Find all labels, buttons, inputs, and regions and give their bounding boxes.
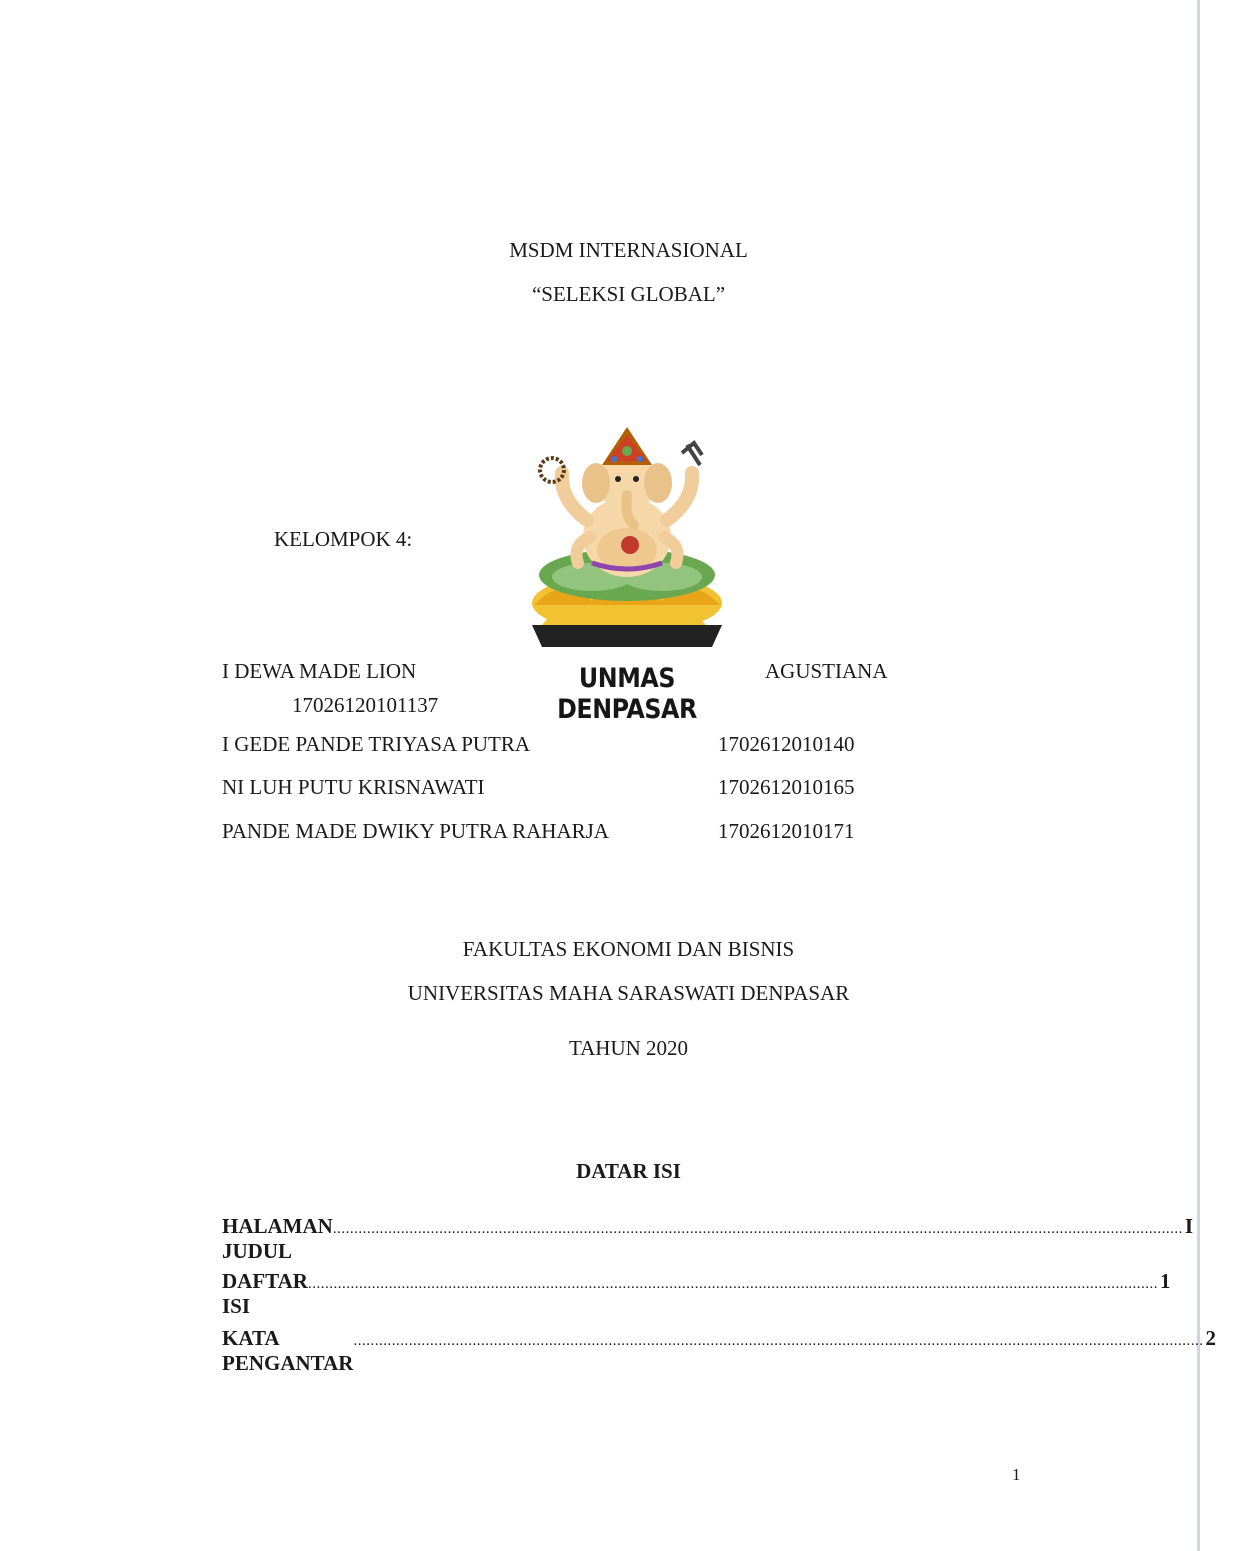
page-number: 1 — [1012, 1465, 1021, 1484]
member-4-nim: 1702612010171 — [718, 819, 855, 843]
toc-item-page: 2 — [1205, 1326, 1216, 1350]
university-name: UNIVERSITAS MAHA SARASWATI DENPASAR — [407, 981, 850, 1005]
toc-item-page: I — [1184, 1214, 1194, 1238]
toc-leader-dots: ........................................................................................................................................................................................................ — [353, 1333, 1204, 1349]
faculty-name: FAKULTAS EKONOMI DAN BISNIS — [462, 937, 795, 961]
toc-item-label: HALAMAN JUDUL — [222, 1214, 333, 1263]
toc-item — [222, 1269, 1171, 1318]
toc-item — [222, 1214, 1194, 1263]
document-subtitle: “SELEKSI GLOBAL” — [531, 282, 726, 306]
toc-item-label: DAFTAR ISI — [222, 1269, 308, 1318]
member-3-name: NI LUH PUTU KRISNAWATI — [222, 775, 485, 799]
member-1-name-cont: AGUSTIANA — [765, 659, 888, 683]
toc-item-label: KATA PENGANTAR — [222, 1326, 354, 1375]
toc-item — [222, 1326, 1216, 1375]
page-edge — [1197, 0, 1200, 1551]
toc-leader-dots: ........................................................................................................................................................................................................ — [332, 1221, 1183, 1237]
logo-caption: UNMAS DENPASAR — [557, 663, 697, 725]
member-2-nim: 1702612010140 — [718, 732, 855, 756]
group-label: KELOMPOK 4: — [274, 527, 413, 551]
ganesha-logo-icon — [522, 425, 732, 725]
toc-leader-dots: ........................................................................................................................................................................................................ — [307, 1276, 1158, 1292]
member-4-name: PANDE MADE DWIKY PUTRA RAHARJA — [222, 819, 609, 843]
member-1-name: I DEWA MADE LION — [222, 659, 417, 683]
member-1-nim: 17026120101137 — [292, 693, 439, 717]
toc-item-page: 1 — [1159, 1269, 1171, 1293]
document-title: MSDM INTERNASIONAL — [509, 238, 748, 262]
year-label: TAHUN 2020 — [568, 1036, 689, 1060]
member-3-nim: 1702612010165 — [718, 775, 855, 799]
toc-heading: DATAR ISI — [576, 1159, 681, 1183]
member-2-name: I GEDE PANDE TRIYASA PUTRA — [222, 732, 531, 756]
